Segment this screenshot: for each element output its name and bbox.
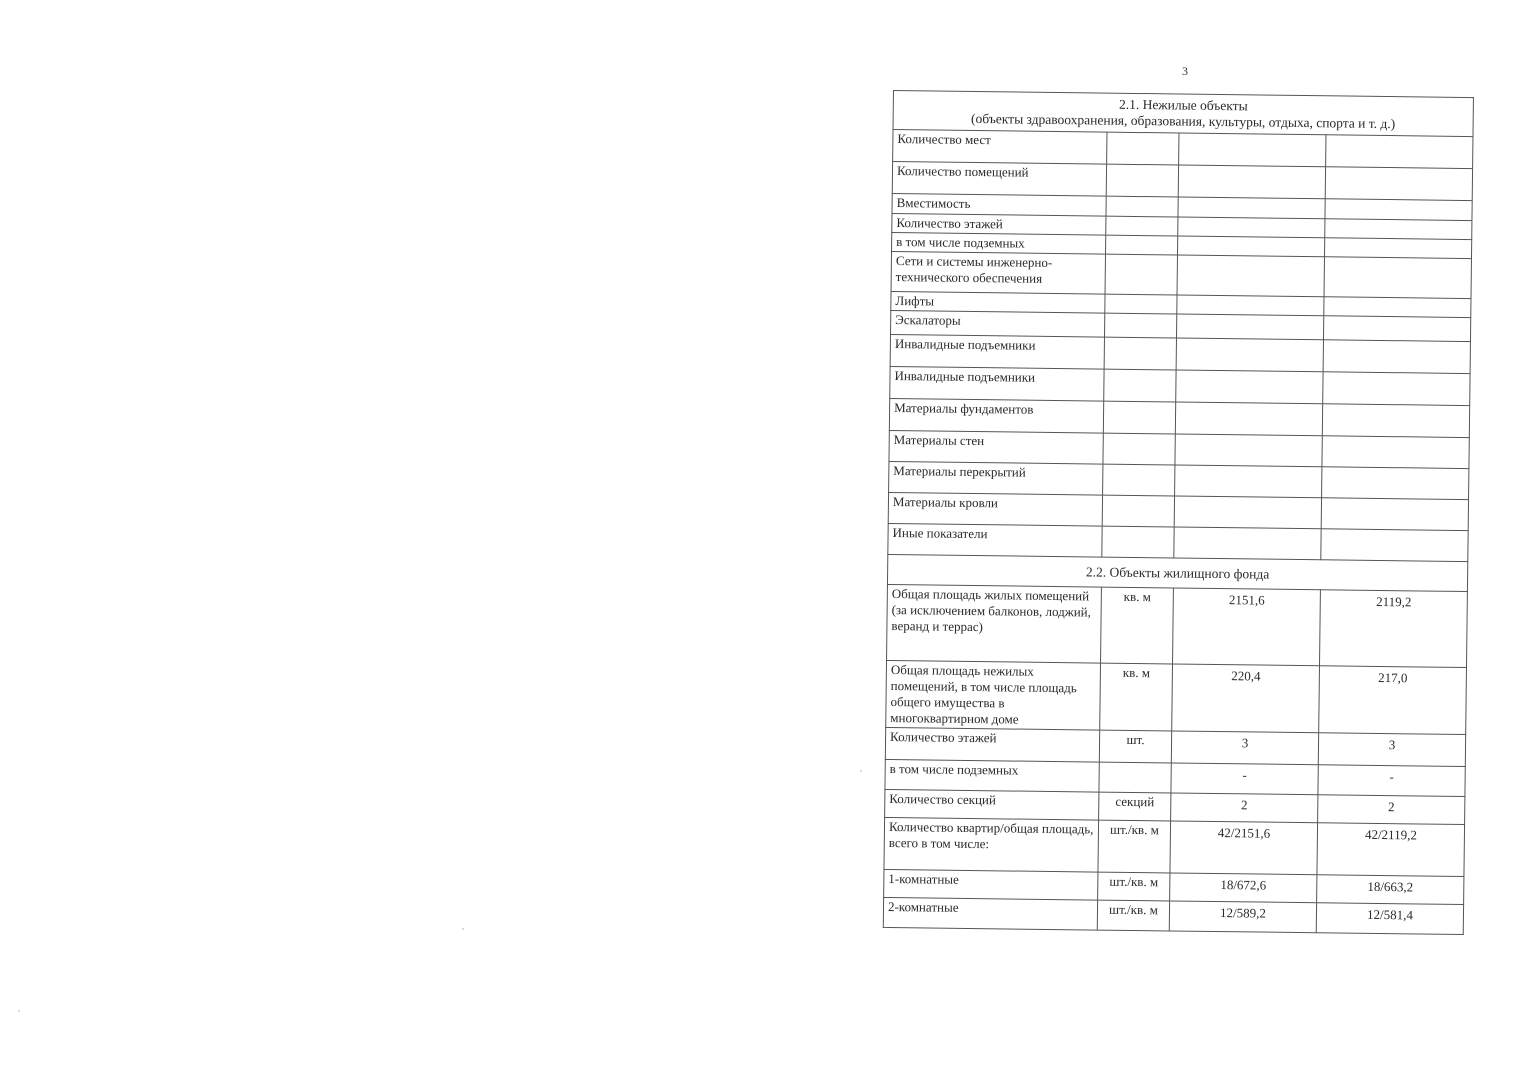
unit-cell (1104, 337, 1176, 370)
fact-value: 18/663,2 (1317, 875, 1464, 905)
plan-cell (1176, 314, 1323, 340)
plan-value: 2 (1171, 793, 1318, 823)
plan-cell (1177, 255, 1324, 297)
table-row (883, 897, 1463, 934)
plan-cell (1175, 465, 1322, 498)
row-label: Количество квартир/общая площадь, всего в том числе: (884, 817, 1099, 872)
row-label: Количество мест (893, 130, 1107, 165)
row-label: Материалы фундаментов (889, 398, 1103, 433)
row-label: Общая площадь жилых помещений (за исключением балконов, лоджий, веранд и террас) (887, 584, 1102, 663)
unit-cell (1105, 294, 1177, 314)
plan-cell (1176, 370, 1323, 404)
scan-speck (18, 1010, 20, 1012)
fact-cell (1325, 199, 1472, 221)
plan-cell (1175, 402, 1322, 436)
row-label: Количество помещений (892, 162, 1106, 197)
plan-cell (1174, 496, 1321, 529)
row-label: Количество секций (885, 789, 1099, 820)
fact-cell (1322, 404, 1469, 438)
plan-value: - (1171, 763, 1318, 795)
row-label: в том числе подземных (885, 759, 1099, 792)
unit-cell (1107, 132, 1179, 165)
unit-cell: секций (1099, 792, 1171, 821)
row-label: Общая площадь нежилых помещений, в том числе площадь общего имущества в многоквартирном доме (886, 660, 1101, 730)
plan-value: 42/2151,6 (1170, 821, 1318, 875)
scan-speck (860, 770, 862, 772)
section-title-housing: 2.2. Объекты жилищного фонда (887, 554, 1467, 591)
fact-cell (1321, 498, 1468, 531)
row-label: Эскалаторы (891, 310, 1105, 337)
unit-cell: шт. (1099, 730, 1171, 763)
table-row (884, 817, 1465, 876)
fact-cell (1324, 257, 1471, 299)
fact-cell (1325, 167, 1472, 201)
fact-cell (1322, 436, 1469, 469)
fact-cell (1323, 340, 1470, 374)
fact-value: 42/2119,2 (1317, 823, 1465, 877)
plan-cell (1178, 165, 1325, 199)
fact-cell (1322, 467, 1469, 500)
plan-cell (1174, 527, 1321, 560)
row-label: Инвалидные подъемники (890, 334, 1104, 369)
fact-value: 2 (1318, 795, 1465, 825)
row-label: Сети и системы инженерно-технического обеспечения (891, 251, 1105, 294)
fact-cell (1326, 135, 1473, 169)
unit-cell (1103, 401, 1175, 434)
building-parameters-table (883, 90, 1474, 935)
row-label: Материалы перекрытий (889, 461, 1103, 495)
table-row (891, 251, 1471, 298)
plan-cell (1176, 338, 1323, 372)
plan-value: 12/589,2 (1169, 901, 1316, 933)
fact-cell (1325, 219, 1472, 240)
row-label: Количество этажей (885, 727, 1099, 762)
scan-speck (462, 928, 464, 930)
plan-cell (1178, 236, 1325, 257)
fact-cell (1324, 297, 1471, 318)
table-row (886, 660, 1467, 734)
row-label: Материалы кровли (888, 492, 1102, 526)
row-label: 2-комнатные (883, 897, 1097, 930)
plan-cell (1178, 197, 1325, 219)
plan-value: 3 (1171, 731, 1318, 765)
row-label: Количество этажей (892, 213, 1106, 235)
fact-cell (1321, 529, 1468, 562)
fact-value: 217,0 (1319, 666, 1467, 735)
row-label: Лифты (891, 291, 1105, 313)
fact-value: - (1318, 765, 1465, 797)
unit-cell (1106, 216, 1178, 236)
unit-cell (1106, 235, 1178, 255)
section-title-line2: (объекты здравоохранения, образования, культуры, отдыха, спорта и т. д.) (971, 110, 1396, 132)
plan-cell (1179, 133, 1326, 167)
plan-cell (1178, 217, 1325, 238)
section-title-line1: 2.1. Нежилые объекты (1118, 96, 1248, 114)
unit-cell (1102, 495, 1174, 527)
unit-cell (1099, 762, 1171, 793)
unit-cell: шт./кв. м (1098, 820, 1171, 873)
plan-value: 18/672,6 (1170, 873, 1317, 903)
row-label: Инвалидные подъемники (890, 366, 1104, 401)
fact-cell (1324, 238, 1471, 259)
row-label: в том числе подземных (892, 232, 1106, 254)
table-row (887, 584, 1468, 667)
unit-cell: кв. м (1101, 587, 1174, 664)
unit-cell (1105, 254, 1177, 295)
fact-cell (1323, 316, 1470, 342)
fact-value: 12/581,4 (1316, 903, 1463, 935)
plan-value: 2151,6 (1173, 588, 1321, 666)
unit-cell (1103, 464, 1175, 496)
unit-cell (1106, 196, 1178, 217)
unit-cell: кв. м (1100, 663, 1173, 731)
plan-cell (1177, 295, 1324, 316)
plan-value: 220,4 (1172, 664, 1320, 733)
fact-value: 2119,2 (1319, 590, 1467, 668)
unit-cell: шт./кв. м (1097, 900, 1169, 931)
unit-cell (1104, 313, 1176, 338)
unit-cell (1106, 164, 1178, 197)
fact-cell (1323, 372, 1470, 406)
row-label: 1-комнатные (884, 869, 1098, 900)
page-number: 3 (1182, 64, 1188, 78)
unit-cell (1103, 433, 1175, 465)
fact-value: 3 (1318, 733, 1465, 767)
unit-cell: шт./кв. м (1098, 872, 1170, 901)
row-label: Материалы стен (889, 430, 1103, 464)
plan-cell (1175, 434, 1322, 467)
unit-cell (1102, 526, 1174, 558)
unit-cell (1104, 369, 1176, 402)
row-label: Иные показатели (888, 523, 1102, 557)
row-label: Вместимость (892, 193, 1106, 216)
